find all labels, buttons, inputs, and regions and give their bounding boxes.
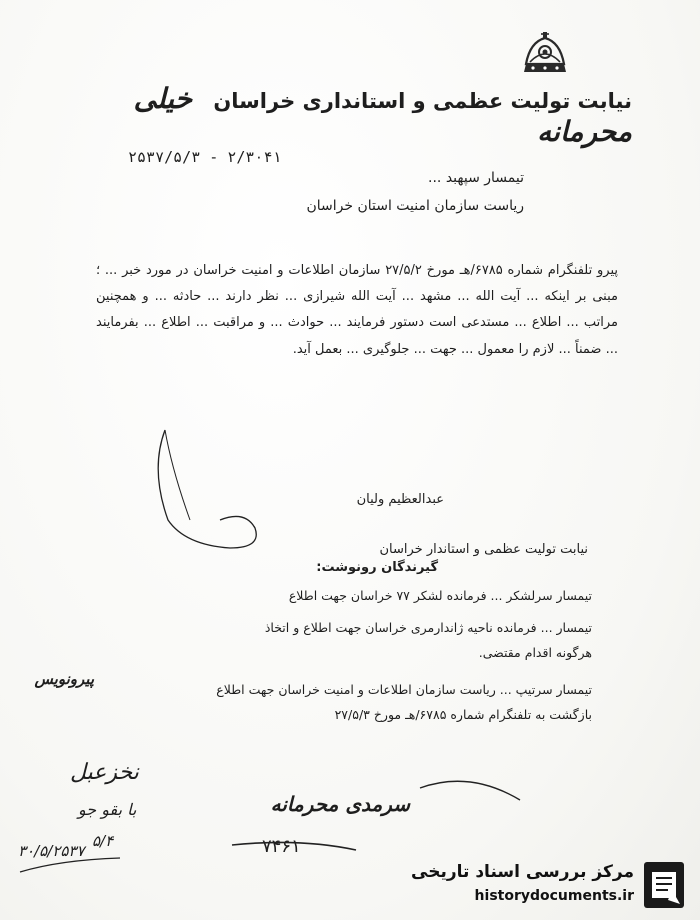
royal-crown-emblem: [516, 28, 574, 86]
letterhead: [72, 82, 632, 148]
watermark-title: مرکز بررسی اسناد تاریخی: [411, 862, 634, 882]
copy-recipient: تیمسار سرتیپ ... ریاست سازمان اطلاعات و امنیت خراسان جهت اطلاع: [216, 682, 592, 697]
confidential-stamp: سرمدی محرمانه: [270, 792, 410, 816]
signatory-name: عبدالعظیم ولیان: [356, 492, 444, 507]
archive-watermark: [408, 858, 688, 914]
copy-recipient: تیمسار سرلشکر ... فرمانده لشکر ۷۷ خراسان جهت اطلاع: [288, 588, 592, 603]
copy-recipient: بازگشت به تلفنگرام شماره ۶۷۸۵/هـ مورخ ۲۷/۵/۳: [334, 707, 592, 722]
addressee-line-1: تیمسار سپهبد ...: [428, 170, 524, 186]
copy-recipient: هرگونه اقدام مقتضی.: [478, 645, 592, 660]
signatory-title: نیابت تولیت عظمی و استاندار خراسان: [379, 542, 588, 557]
handwritten-note: ۳۰/۵/۲۵۳۷: [18, 842, 85, 860]
letter-number-date: ۲۵۳۷/۵/۳ - ۲/۳۰۴۱: [128, 148, 282, 166]
copy-recipient: تیمسار ... فرمانده ناحیه ژاندارمری خراسان جهت اطلاع و اتخاذ: [264, 620, 592, 635]
archive-logo-icon: [642, 860, 686, 910]
handwritten-note: ۵/۴: [92, 832, 114, 850]
register-number: ۷۴۶۱: [262, 836, 301, 857]
letter-body: پیرو تلفنگرام شماره ۶۷۸۵/هـ مورخ ۲۷/۵/۲ سازمان اطلاعات و امنیت خراسان در مورد خبر ... ؛ مبنی بر اینکه ... آیت الله ... مشهد ... آیت الله شیرازی ... نظر دارند ... حادثه ... و همچنین مراتب ... اطلاع ... مستدعی است دستور فرمایند ... حوادث ... و مراقبت ... اطلاع ... بفرمایند ... ضمناً ... لازم را معمول ... جهت ... جلوگیری ... بعمل آید.: [96, 263, 618, 357]
letterhead-office: نیابت تولیت عظمی و استانداری خراسان: [213, 89, 632, 113]
handwritten-note: نخزعبل: [70, 760, 139, 785]
watermark-url: historydocuments.ir: [474, 888, 634, 904]
margin-handwritten-note: پیرونویس: [34, 670, 94, 688]
addressee-line-2: ریاست سازمان امنیت استان خراسان: [306, 198, 524, 214]
copies-heading: گیرندگان رونوشت:: [316, 560, 438, 575]
handwritten-note: با بقو جو: [78, 800, 137, 819]
classification-label: خیلی محرمانه: [133, 82, 632, 148]
